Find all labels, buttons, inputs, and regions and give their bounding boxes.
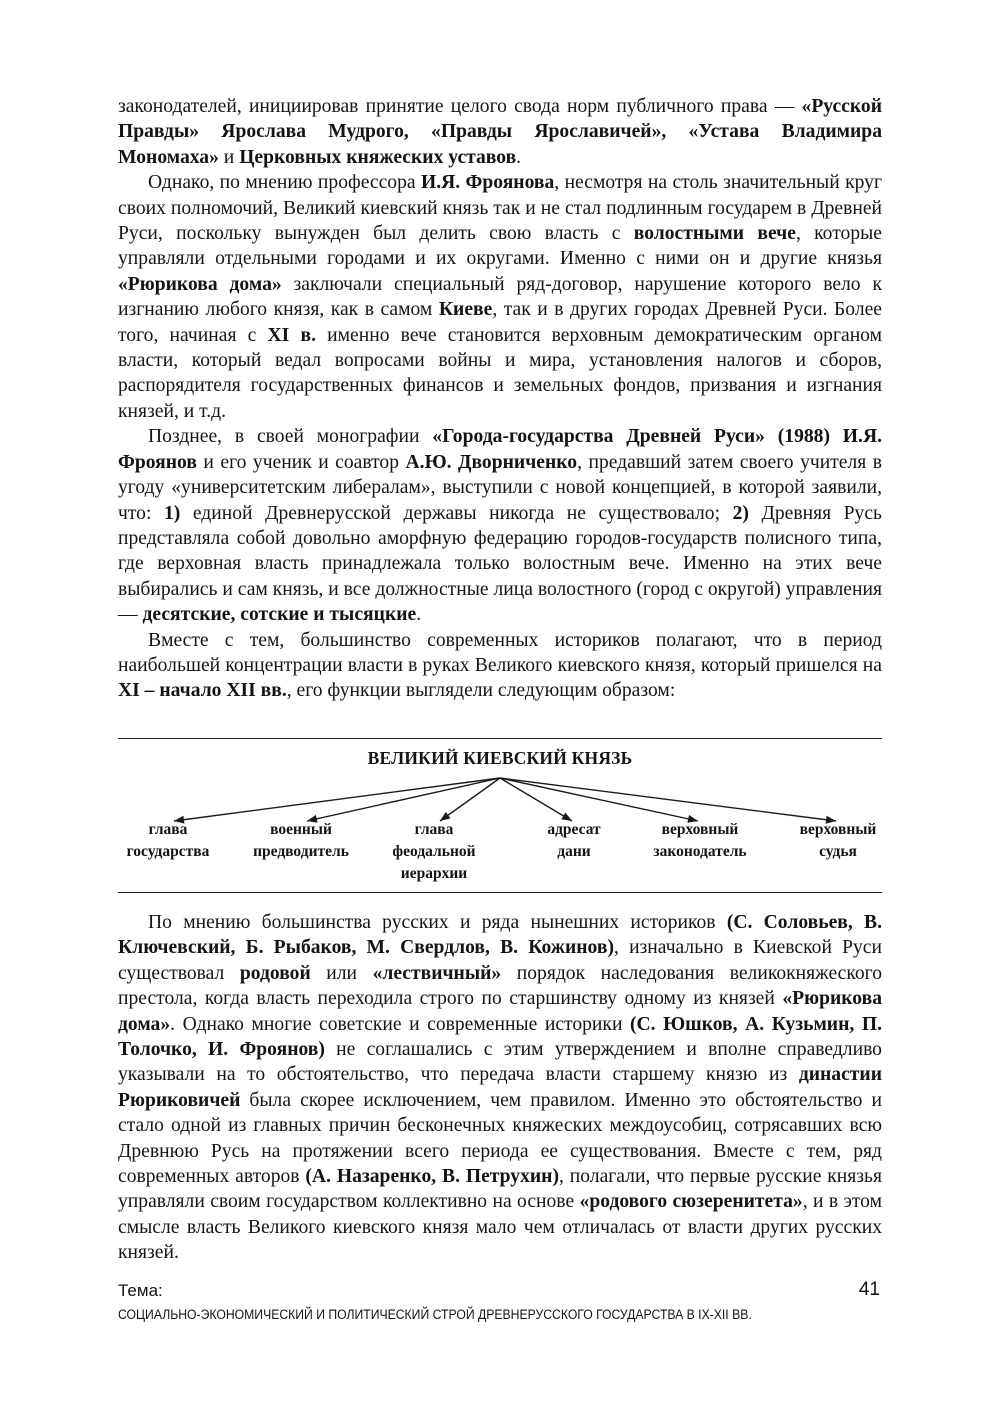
paragraph	[118, 424, 882, 627]
text-run: Однако, по мнению профессора	[148, 172, 421, 194]
scheme-node-line: предводитель	[253, 843, 349, 860]
text-run: законодателей, инициировав принятие целого свода норм публичного права —	[118, 96, 802, 117]
scheme-node-line: адресат	[547, 821, 601, 838]
text-run: единой Древнерусской державы никогда не существовало;	[180, 502, 733, 524]
paragraph	[118, 170, 882, 424]
bold-text: волостными вече	[633, 223, 796, 245]
text-run: или	[310, 962, 373, 984]
footer-topic-label: Тема:	[118, 1281, 163, 1300]
bold-text: XI – начало XII вв.	[118, 680, 287, 702]
text-run: была скорее исключением, чем правилом. Именно это обстоятельство и стало одной из главных причин бесконечных княжеских междоусобиц, сотрясавших всю Древнюю Русь на протяжении всего периода ее существования. Вместе с тем, ряд современных авторов	[118, 1089, 882, 1188]
paragraph	[118, 628, 882, 704]
paragraph	[118, 910, 882, 1266]
bold-text: «Города-государства Древней Руси» (1988) И.Я. Фроянов	[118, 426, 882, 473]
scheme-node	[630, 819, 770, 863]
scheme-node-line: дани	[557, 843, 591, 860]
text-run: , и в этом смысле власть Великого киевского князя мало чем отличалась от власти других русских князей.	[118, 1191, 882, 1264]
bold-text: родовой	[239, 962, 311, 984]
bold-text: (С. Соловьев, В. Ключевский, Б. Рыбаков, М. Свердлов, В. Кожинов)	[118, 912, 882, 959]
scheme-node	[524, 819, 624, 863]
scheme-node-line: глава	[414, 821, 454, 838]
text-run: , предавший затем своего учителя в угоду «университетским либералам», выступили с новой концепцией, в которой заявили, что:	[118, 451, 882, 524]
scheme-node	[783, 819, 893, 863]
scheme-arrow-line	[500, 778, 572, 821]
scheme-node	[374, 819, 494, 885]
text-run: Древняя Русь представляла собой довольно аморфную федерацию городов-государств полисного типа, где верховная власть принадлежала только волостным вече. Именно на этих вече выбирались и сам князь, и все должностные лица волостного (город с округой) управления —	[118, 502, 882, 626]
bold-text: (С. Юшков, А. Кузьмин, П. Толочко, И. Фроянов)	[118, 1013, 882, 1061]
bold-text: «Рюрикова дома»	[118, 988, 882, 1035]
bold-text: десятские, сотские и тысяцкие	[142, 604, 417, 626]
scheme-node-line: феодальной	[392, 843, 476, 860]
text-run: Позднее, в своей монографии	[148, 426, 433, 448]
bold-text: 2)	[732, 502, 749, 524]
text-run: , изначально в Киевской Руси существовал	[118, 937, 882, 984]
scheme-node	[231, 819, 371, 863]
bold-text: «родового сюзеренитета»	[579, 1191, 803, 1213]
bold-text: династии Рюриковичей	[118, 1064, 882, 1111]
bold-text: XI в.	[267, 324, 316, 346]
text-run: , полагали, что первые русские князья управляли своим государством коллективно на основе	[118, 1166, 882, 1213]
bold-text: Киеве	[438, 299, 493, 321]
bold-text: (А. Назаренко, В. Петрухин)	[305, 1166, 559, 1188]
paragraph	[118, 94, 882, 170]
scheme-node-line: верховный	[661, 821, 739, 838]
scheme-title: ВЕЛИКИЙ КИЕВСКИЙ КНЯЗЬ	[367, 748, 633, 768]
text-run: , несмотря на столь значительный круг своих полномочий, Великий киевский князь так и не стал подлинным государем в Древней Руси, поскольку вынужден был делить свою власть с	[118, 172, 882, 245]
scheme-node-line: иерархии	[400, 865, 468, 882]
bold-text: А.Ю. Дворниченко	[405, 451, 578, 473]
scheme-node-line: судья	[819, 843, 857, 860]
text-run: , его функции выглядели следующим образом:	[286, 680, 676, 702]
text-run: заключали специальный ряд-договор, нарушение которого вело к изгнанию любого князя, как в самом	[118, 273, 883, 321]
text-run: .	[516, 146, 522, 168]
bold-text: «Рюрикова дома»	[118, 273, 282, 295]
scheme-node-line: военный	[270, 821, 332, 838]
scheme-node-line: законодатель	[653, 843, 747, 860]
bottom-text-block	[118, 910, 882, 1266]
text-run: .	[416, 604, 422, 626]
scheme-arrows	[118, 736, 882, 896]
scheme-node-line: верховный	[799, 821, 877, 838]
text-run: Вместе с тем, большинство современных историков полагают, что в период наибольшей концентрации власти в руках Великого киевского князя, который пришелся на	[118, 629, 882, 676]
functions-scheme	[118, 736, 882, 896]
text-run: порядок наследования великокняжеского престола, когда власть переходила строго по старшинству одному из князей	[118, 962, 882, 1010]
text-run: не соглашались с этим утверждением и вполне справедливо указывали на то обстоятельство, что передача власти старшему князю из	[118, 1039, 882, 1086]
bold-text: Церковных княжеских уставов	[239, 146, 517, 168]
text-run: именно вече становится верховным демократическим органом власти, который ведал вопросами войны и мира, установления налогов и сборов, распорядителя государственных финансов и земельных фондов, призвания и изгнания князей, и т.д.	[118, 324, 882, 422]
top-text-block	[118, 94, 882, 704]
scheme-bottom-rule	[118, 892, 882, 893]
bold-text: «Русской Правды» Ярослава Мудрого, «Правды Ярославичей», «Устава Владимира Мономаха»	[118, 96, 882, 168]
bold-text: 1)	[163, 502, 181, 524]
text-run: , так и в других городах Древней Руси. Более того, начиная с	[118, 299, 882, 346]
text-run: , которые управляли отдельными городами и их округами. Именно с ними он и другие князья	[118, 223, 882, 270]
page-number: 41	[858, 1279, 880, 1300]
text-run: . Однако многие советские и современные историки	[170, 1013, 630, 1035]
text-run: По мнению большинства русских и ряда нынешних историков	[148, 912, 727, 933]
bold-text: И.Я. Фроянова	[420, 172, 555, 194]
scheme-node-line: глава	[148, 821, 188, 838]
bold-text: «лествичный»	[372, 962, 502, 984]
scheme-node-line: государства	[126, 843, 210, 860]
scheme-node	[103, 819, 233, 863]
text-run: и	[218, 146, 240, 168]
footer-subject: СОЦИАЛЬНО-ЭКОНОМИЧЕСКИЙ И ПОЛИТИЧЕСКИЙ СТРОЙ ДРЕВНЕРУССКОГО ГОСУДАРСТВА В IX-XII ВВ.	[118, 1307, 752, 1323]
text-run: и его ученик и соавтор	[196, 451, 406, 473]
